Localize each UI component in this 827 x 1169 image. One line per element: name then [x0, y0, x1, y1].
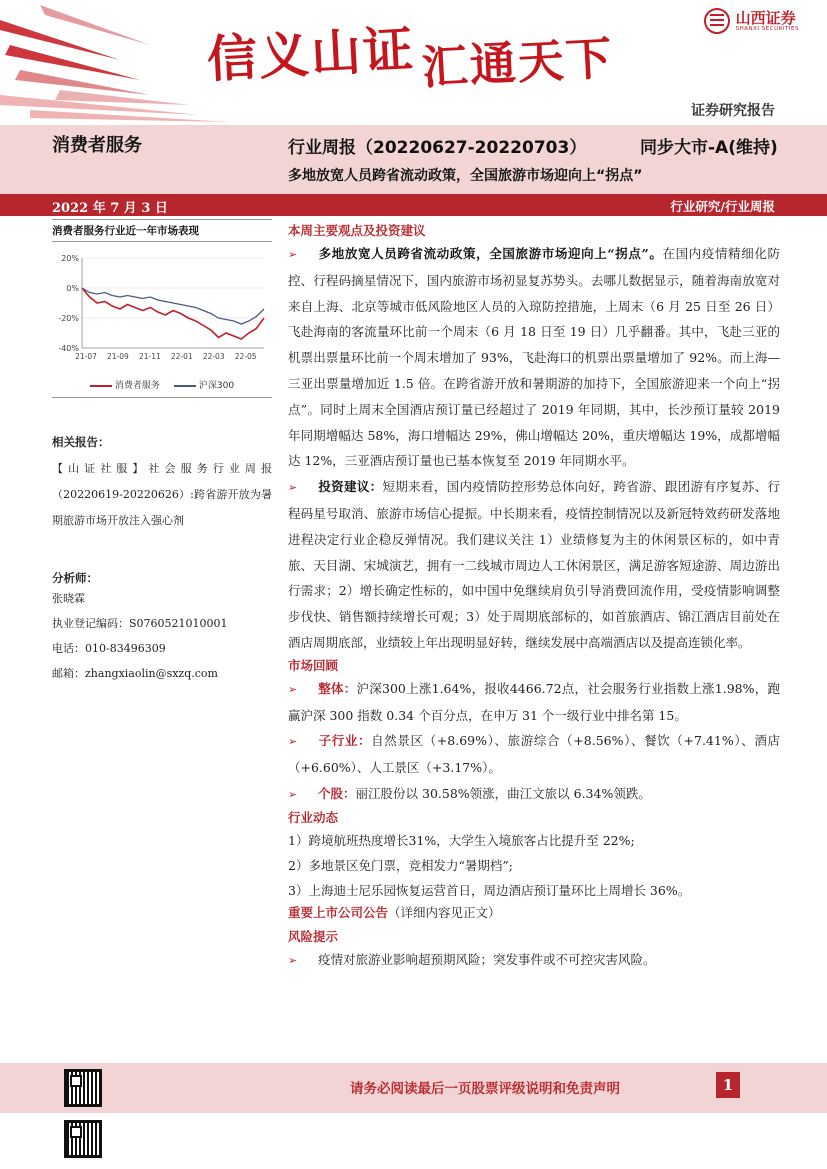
divider: [52, 397, 272, 398]
analyst-heading: 分析师：: [52, 571, 98, 585]
right-column: [288, 221, 780, 974]
legend-label-hs300: 沪深300: [198, 381, 235, 391]
title-band: [0, 125, 827, 194]
slogan-part2: 汇通天下: [420, 30, 615, 95]
chart-ytick-label: 0%: [66, 284, 79, 293]
report-title: 行业周报（20220627-20220703）: [288, 138, 587, 158]
bullet-sub-industry: [288, 728, 780, 781]
analyst-name: 张晓霖: [52, 592, 85, 605]
bullet-body: 丽江股份以 30.58%领涨，曲江文旅以 6.34%领跌。: [355, 785, 651, 801]
brand: [704, 8, 799, 34]
analyst-email[interactable]: 邮箱：zhangxiaolin@sxzq.com: [52, 667, 218, 680]
bullet-arrow-icon: ➢: [288, 735, 298, 749]
report-subtitle: 多地放宽人员跨省流动政策，全国旅游市场迎向上“拐点”: [288, 168, 643, 184]
legend-swatch-consumer: [90, 385, 112, 387]
chart-title: 消费者服务行业近一年市场表现: [52, 219, 272, 242]
related-reports-heading: 相关报告：: [52, 435, 110, 449]
announcements-note: （详细内容见正文）: [388, 904, 501, 920]
chart-svg: [52, 246, 272, 376]
bullet-lead: 整体：: [318, 680, 357, 696]
legend-swatch-hs300: [174, 385, 196, 387]
qr-code-icon[interactable]: [64, 1120, 102, 1158]
chart-ytick-label: 20%: [61, 254, 79, 263]
bullet-lead: 多地放宽人员跨省流动政策，全国旅游市场迎向上“拐点”。: [318, 246, 663, 261]
analyst-phone: 电话：010-83496309: [52, 642, 166, 655]
news-item-1: 1）跨境航班热度增长31%，大学生入境旅客占比提升至 22%;: [288, 832, 635, 848]
bullet-body: 沪深300上涨1.64%，报收4466.72点，社会服务行业指数上涨1.98%，跑赢沪深 300 指数 0.34 个百分点，在申万 31 个一级行业中排名第 15。: [288, 680, 780, 723]
news-item-2: 2）多地景区免门票，竞相发力“暑期档”;: [288, 857, 513, 873]
related-report-link[interactable]: 【山证社服】社会服务行业周报（20220619-20220626）:跨省游开放为暑期旅游市场开放注入强心剂: [52, 462, 272, 527]
chart-legend: [52, 378, 272, 391]
footer-band: [0, 1063, 827, 1113]
brand-en: SHANXI SECURITIES: [735, 26, 799, 32]
section-heading-industry-news: 行业动态: [288, 809, 339, 825]
market-chart: [52, 246, 272, 376]
disclaimer[interactable]: 请务必阅读最后一页股票评级说明和免责声明: [350, 1081, 620, 1097]
chart-ytick-label: -40%: [58, 344, 79, 353]
bullet-lead: 投资建议：: [318, 479, 383, 495]
bullet-body: 自然景区（+8.69%）、旅游综合（+8.56%）、餐饮（+7.41%）、酒店（+6.60%）、人工景区（+3.17%）。: [288, 733, 780, 776]
bullet-arrow-icon: ➢: [288, 953, 298, 967]
bullet-overall: [288, 676, 780, 729]
chart-xtick-label: 22-05: [234, 352, 257, 361]
bullet-body: 疫情对旅游业影响超预期风险；突发事件或不可控灾害风险。: [318, 951, 656, 967]
analyst-license: 执业登记编码：S0760521010001: [52, 617, 228, 630]
report-type: 证券研究报告: [691, 103, 775, 119]
rating: 同步大市-A(维持): [640, 138, 778, 158]
bullet-arrow-icon: ➢: [288, 248, 298, 261]
left-column: [52, 219, 272, 686]
bullet-lead: 个股：: [318, 785, 356, 801]
bullet-arrow-icon: ➢: [288, 682, 298, 696]
report-category: 行业研究/行业周报: [670, 199, 775, 214]
sector-name: 消费者服务: [52, 135, 142, 156]
bullet-lead: 子行业：: [318, 733, 372, 749]
chart-xtick-label: 21-11: [138, 352, 161, 361]
chart-xtick-label: 22-01: [170, 352, 193, 361]
bullet-investment-advice: [288, 474, 780, 656]
chart-xtick-label: 21-07: [75, 352, 97, 361]
bullet-arrow-icon: ➢: [288, 787, 298, 801]
section-heading-views: 本周主要观点及投资建议: [288, 223, 426, 238]
section-heading-market-review: 市场回顾: [288, 657, 339, 673]
page-number: 1: [716, 1072, 740, 1098]
section-heading-announcements: [288, 903, 780, 923]
legend-item-consumer: [90, 378, 160, 391]
legend-label-consumer: 消费者服务: [114, 381, 160, 391]
slogan: [205, 0, 615, 95]
news-item-3: 3）上海迪士尼乐园恢复运营首日，周边酒店预订量环比上周增长 36%。: [288, 882, 691, 898]
chart-xtick-label: 21-09: [107, 352, 129, 361]
announcements-title: 重要上市公司公告: [288, 904, 389, 920]
bullet-stocks: [288, 781, 780, 808]
bullet-body: 短期来看，国内疫情防控形势总体向好，跨省游、跟团游有序复苏、行程码星号取消、旅游市场信心提振。中长期来看，疫情控制情况以及新冠特效药研发落地进程决定行业企稳反弹情况。我们建议关注 1）业绩修复为主的休闲景区标的，如中青旅、天目湖、宋城演艺，拥有一二线城市周边人工休闲景区，满足游客短途游、周边游出行需求；2）增长确定性标的，如中国中免继续肩负引导消费回流作用，受疫情影响调整步伐快、销售额持续增长可观；3）处于周期底部标的，如首旅酒店、锦江酒店目前处在酒店周期底部，业绩较上年出现明显好转，继续发展中高端酒店以及提高连锁化率。: [288, 479, 780, 650]
series-line-consumer: [82, 288, 264, 339]
bullet-tourism-turning-point: [288, 241, 780, 474]
bullet-risk: [288, 947, 780, 974]
date-bar: [0, 194, 827, 216]
report-date: 2022 年 7 月 3 日: [52, 201, 168, 216]
brand-name: 山西证券: [735, 9, 796, 27]
chart-ytick-label: -20%: [58, 314, 79, 323]
chart-xtick-label: 22-03: [202, 352, 225, 361]
header-banner: [0, 0, 827, 125]
brand-logo-icon: [704, 8, 730, 34]
legend-item-hs300: [174, 378, 234, 391]
section-heading-risks: 风险提示: [288, 928, 339, 944]
bullet-body: 在国内疫情精细化防控、行程码摘星情况下，国内旅游市场初显复苏势头。去哪儿数据显示，随着海南放宽对来自上海、北京等城市低风险地区人员的入琼防控措施，上周末（6 月 25 日至 26 日）飞赴海南的客流量环比前一个周末（6 月 18 日至 19 日）几乎翻番。其中，飞赴三亚的机票出票量环比前一个周末增加了 93%，飞赴海口的机票出票量增加了 92%。而上海—三亚出票量增加近 1.5 倍。在跨省游开放和暑期游的加持下，全国旅游迎来一个向上“拐点”。同时上周末全国酒店预订量已经超过了 2019 年同期，其中，长沙预订量较 2019 年同期增幅达 58%，海口增幅达 29%，佛山增幅达 20%，重庆增幅达 19%，成都增幅达 12%，三亚酒店预订量也已基本恢复至 2019 年同期水平。: [288, 246, 780, 469]
bullet-arrow-icon: ➢: [288, 481, 298, 495]
slogan-part1: 信义山证: [205, 20, 417, 89]
qr-code-icon[interactable]: [64, 1069, 102, 1107]
series-line-hs300: [82, 288, 264, 324]
